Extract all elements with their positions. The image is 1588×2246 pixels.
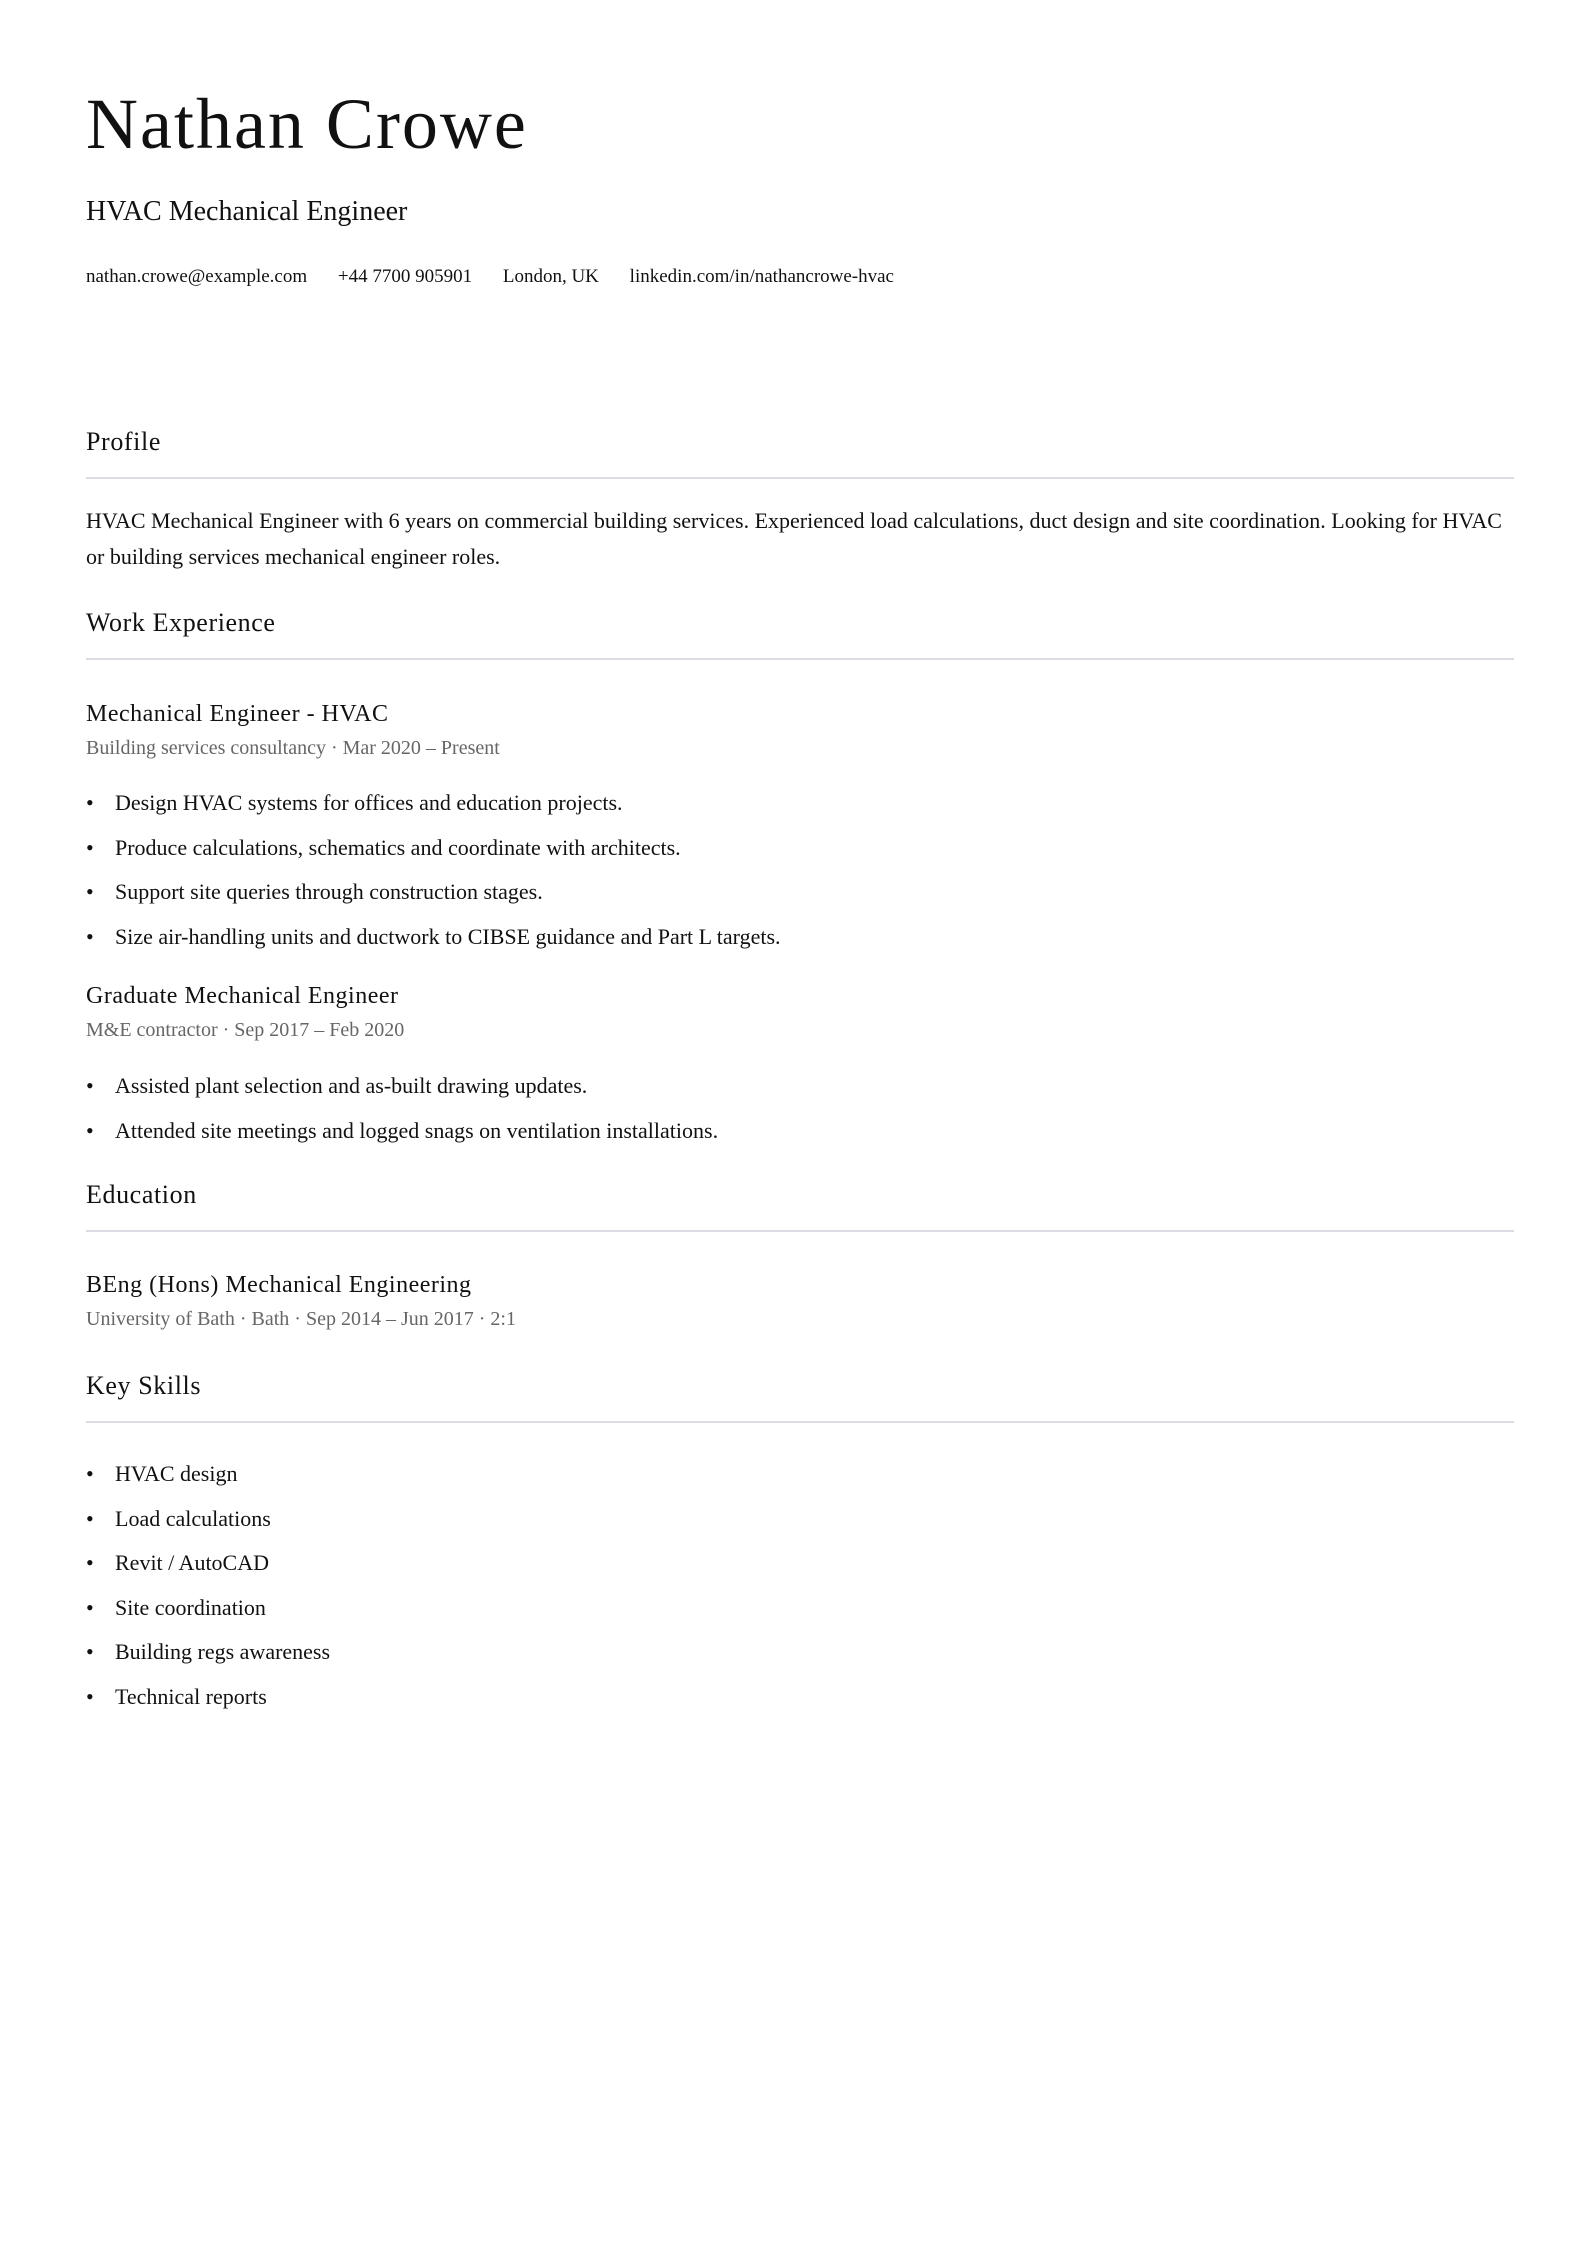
experience-divider (86, 658, 1514, 660)
list-item: • Support site queries through construction stages. (86, 870, 781, 915)
degree-title: BEng (Hons) Mechanical Engineering (86, 1272, 472, 1298)
bullet-icon: • (86, 834, 94, 860)
contact-location: London, UK (502, 266, 599, 287)
list-item: • Technical reports (86, 1675, 330, 1720)
bullet-icon: • (86, 1073, 94, 1098)
experience-heading: Work Experience (86, 608, 276, 637)
list-item: • Site coordination (86, 1586, 330, 1631)
education-heading: Education (86, 1180, 197, 1209)
education-divider (86, 1230, 1514, 1232)
list-item: • HVAC design (86, 1452, 330, 1497)
bullet-icon: • (86, 1117, 94, 1143)
bullet-icon: • (86, 1461, 94, 1486)
profile-divider (86, 477, 1514, 479)
job-title: Mechanical Engineer - HVAC (86, 701, 389, 727)
job-bullets (86, 781, 781, 959)
list-item: • Building regs awareness (86, 1630, 330, 1675)
profile-heading: Profile (86, 427, 161, 456)
list-item: • Revit / AutoCAD (86, 1541, 330, 1586)
bullet-icon: • (86, 879, 94, 904)
list-item: • Load calculations (86, 1497, 330, 1542)
bullet-icon: • (86, 1594, 94, 1620)
profile-summary: HVAC Mechanical Engineer with 6 years on commercial building services. Experienced load calculations, duct design and site coordination. Looking for HVAC or building services mechanical engineer roles. (86, 508, 1502, 569)
job-bullets (86, 1064, 718, 1153)
list-item: • Attended site meetings and logged snags on ventilation installations. (86, 1109, 718, 1154)
contact-line (86, 266, 894, 289)
bullet-icon: • (86, 923, 94, 949)
bullet-icon: • (86, 1639, 94, 1664)
job-meta: Building services consultancy · Mar 2020 – Present (86, 737, 500, 759)
list-item: • Size air-handling units and ductwork to CIBSE guidance and Part L targets. (86, 915, 781, 960)
job-title: Graduate Mechanical Engineer (86, 983, 399, 1009)
candidate-headline: HVAC Mechanical Engineer (86, 196, 408, 227)
candidate-name: Nathan Crowe (86, 84, 528, 164)
list-item: • Design HVAC systems for offices and education projects. (86, 781, 781, 826)
contact-linkedin[interactable]: linkedin.com/in/nathancrowe-hvac (629, 266, 894, 287)
bullet-icon: • (86, 790, 94, 815)
skills-divider (86, 1421, 1514, 1423)
job-meta: M&E contractor · Sep 2017 – Feb 2020 (86, 1019, 405, 1041)
contact-phone[interactable]: +44 7700 905901 (337, 266, 473, 287)
skills-heading: Key Skills (86, 1371, 202, 1400)
contact-email[interactable]: nathan.crowe@example.com (86, 266, 308, 287)
list-item: • Assisted plant selection and as-built drawing updates. (86, 1064, 718, 1109)
education-meta: University of Bath · Bath · Sep 2014 – Jun 2017 · 2:1 (86, 1308, 516, 1330)
bullet-icon: • (86, 1550, 94, 1575)
bullet-icon: • (86, 1683, 94, 1709)
bullet-icon: • (86, 1505, 94, 1531)
skills-list (86, 1452, 330, 1719)
list-item: • Produce calculations, schematics and coordinate with architects. (86, 826, 781, 871)
